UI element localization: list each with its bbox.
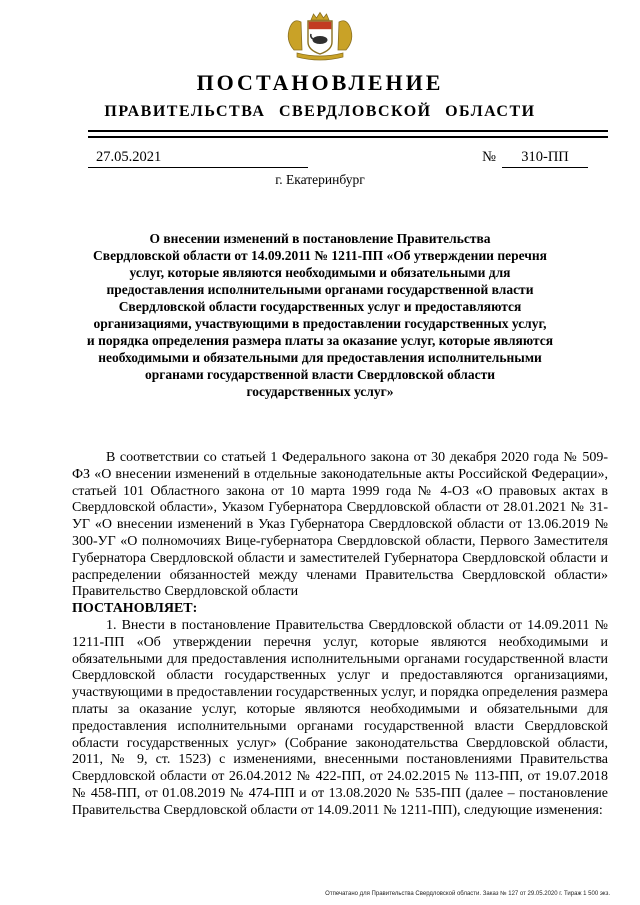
preamble-paragraph: В соответствии со статьей 1 Федерального закона от 30 декабря 2020 года № 509-ФЗ «О внесении изменений в отдельные законодательные акты Российской Федерации», статьей 101 Областного закона от 10 марта 1999 года № 4-ОЗ «О правовых актах в Свердловской области», Указом Губернатора Свердловской области от 28.01.2021 № 31-УГ «О внесении изменений в Указ Губернатора Свердловской области от 13.06.2019 № 300-УГ «О полномочиях Вице-губернатора Свердловской области, Первого Заместителя Губернатора Свердловской области и заместителей Губернатора Свердловской области и распределении обязанностей между членами Правительства Свердловской области» Правительство Свердловской области <box>72 450 608 600</box>
subject-line: государственных услуг» <box>246 384 394 399</box>
date-number-row <box>88 149 588 168</box>
coat-of-arms-icon <box>0 0 640 62</box>
subject-line: предоставления исполнительными органами государственной власти <box>106 282 534 297</box>
subject-line: организациями, участвующими в предоставлении государственных услуг, <box>93 316 547 331</box>
document-date <box>88 149 308 168</box>
subject-title <box>42 230 598 400</box>
issuing-authority: ПРАВИТЕЛЬСТВА СВЕРДЛОВСКОЙ ОБЛАСТИ <box>104 103 536 120</box>
subject-line: Свердловской области государственных услуг и предоставляются <box>118 299 522 314</box>
subject-line: органами государственной власти Свердловской области <box>145 367 495 382</box>
print-note: Отпечатано для Правительства Свердловской области. Заказ № 127 от 29.05.2020 г. Тираж 1 500 экз. <box>325 891 610 897</box>
document-type-title: ПОСТАНОВЛЕНИЕ <box>196 70 444 95</box>
subject-line: необходимыми и обязательными для предоставления исполнительными <box>98 350 542 365</box>
subject-line: О внесении изменений в постановление Правительства <box>149 231 491 246</box>
header-separator <box>88 130 608 138</box>
subject-line: услуг, которые являются необходимыми и обязательными для <box>129 265 511 280</box>
document-number-group <box>482 149 588 168</box>
item-1-paragraph: 1. Внести в постановление Правительства Свердловской области от 14.09.2011 № 1211-ПП «Об утверждении перечня услуг, которые являются необходимыми и обязательными для предоставления исполнительными органами государственной власти Свердловской области государственных услуг и предоставляются организациями, участвующими в предоставлении государственных услуг, и порядка определения размера платы за оказание услуг, которые являются необходимыми и обязательными для предоставления исполнительными органами государственной власти Свердловской области государственных услуг» (Собрание законодательства Свердловской области, 2011, № 9, ст. 1523) с изменениями, внесенными постановлениями Правительства Свердловской области от 26.04.2012 № 422-ПП, от 24.02.2015 № 113-ПП, от 19.07.2018 № 458-ПП, от 01.08.2019 № 474-ПП и от 13.08.2020 № 535-ПП (далее – постановление Правительства Свердловской области от 14.09.2011 № 1211-ПП), следующие изменения: <box>72 617 608 818</box>
resolve-word: ПОСТАНОВЛЯЕТ: <box>72 601 198 617</box>
subject-line: и порядка определения размера платы за оказание услуг, которые являются <box>86 333 554 348</box>
date-value: 27.05.2021 <box>96 149 162 165</box>
issuing-city: г. Екатеринбург <box>275 172 365 187</box>
document-body <box>72 450 608 820</box>
document-number <box>502 149 588 168</box>
number-label: № <box>482 149 496 165</box>
number-value: 310-ПП <box>521 149 569 165</box>
subject-line: Свердловской области от 14.09.2011 № 1211-ПП «Об утверждении перечня <box>93 248 547 263</box>
